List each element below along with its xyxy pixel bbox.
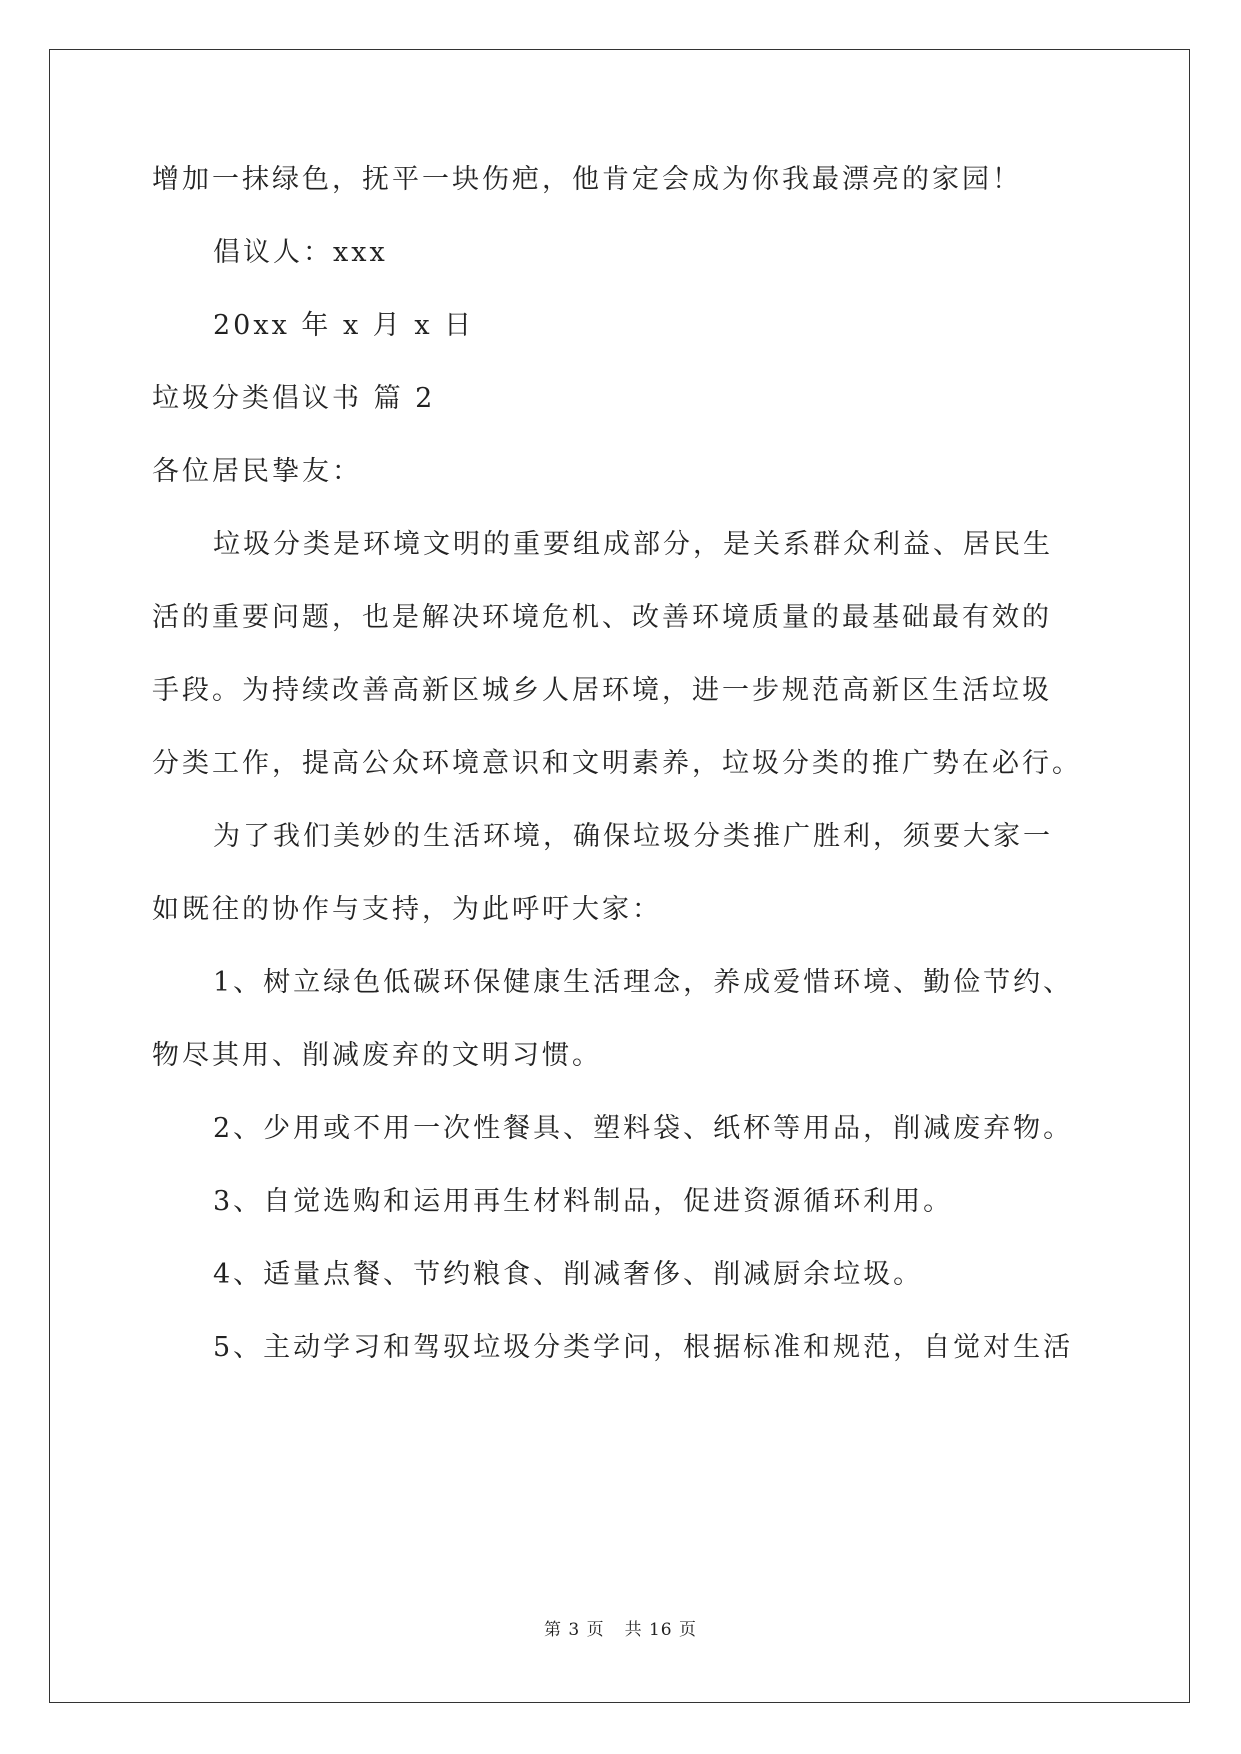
signatory-line: 倡议人：xxx	[213, 237, 388, 268]
list-item: 4、适量点餐、节约粮食、削减奢侈、削减厨余垃圾。	[213, 1259, 924, 1290]
list-item: 3、自觉选购和运用再生材料制品，促进资源循环利用。	[213, 1186, 954, 1217]
list-item: 2、少用或不用一次性餐具、塑料袋、纸杯等用品，削减废弃物。	[213, 1113, 1074, 1144]
paragraph-line: 如既往的协作与支持，为此呼吁大家：	[152, 894, 662, 925]
list-item-continuation: 物尽其用、削减废弃的文明习惯。	[152, 1040, 602, 1071]
paragraph-line: 增加一抹绿色，抚平一块伤疤，他肯定会成为你我最漂亮的家园！	[152, 164, 1022, 195]
paragraph-line: 活的重要问题，也是解决环境危机、改善环境质量的最基础最有效的	[152, 602, 1052, 633]
section-heading: 垃圾分类倡议书 篇 2	[152, 383, 436, 414]
page-footer	[0, 1615, 1241, 1640]
salutation-line: 各位居民挚友：	[152, 456, 362, 487]
paragraph-line: 为了我们美妙的生活环境，确保垃圾分类推广胜利，须要大家一	[213, 821, 1053, 852]
list-item: 1、树立绿色低碳环保健康生活理念，养成爱惜环境、勤俭节约、	[213, 967, 1074, 998]
paragraph-line: 分类工作，提高公众环境意识和文明素养，垃圾分类的推广势在必行。	[152, 748, 1082, 779]
page-total: 共 16 页	[624, 1620, 698, 1640]
paragraph-line: 手段。为持续改善高新区城乡人居环境，进一步规范高新区生活垃圾	[152, 675, 1052, 706]
page-border	[49, 49, 1190, 1703]
list-item: 5、主动学习和驾驭垃圾分类学问，根据标准和规范，自觉对生活	[213, 1332, 1074, 1363]
page-number: 第 3 页	[543, 1620, 605, 1640]
date-line: 20xx 年 x 月 x 日	[213, 310, 475, 341]
paragraph-line: 垃圾分类是环境文明的重要组成部分，是关系群众利益、居民生	[213, 529, 1053, 560]
